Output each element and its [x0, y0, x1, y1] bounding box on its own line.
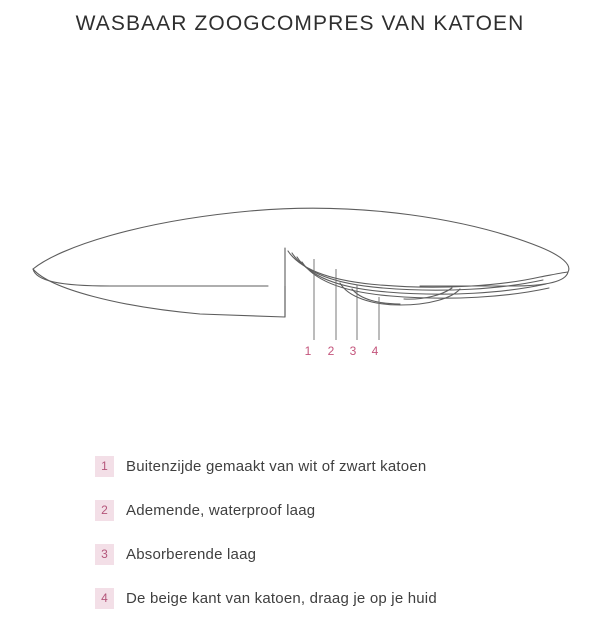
- callout-number-group: [0, 344, 600, 364]
- pad-left-flap: [33, 269, 285, 317]
- pad-left-rim: [33, 269, 268, 286]
- legend-item: [95, 576, 565, 620]
- legend-item: [95, 444, 565, 488]
- legend-label-4: De beige kant van katoen, draag je op je huid: [126, 589, 437, 607]
- legend-badge-2: 2: [95, 500, 114, 521]
- legend-label-2: Ademende, waterproof laag: [126, 501, 316, 519]
- layer-line-2: [292, 253, 543, 290]
- legend-badge-3: 3: [95, 544, 114, 565]
- callout-number-4: 4: [371, 344, 379, 358]
- callout-number-3: 3: [349, 344, 357, 358]
- legend-label-1: Buitenzijde gemaakt van wit of zwart katoen: [126, 457, 427, 475]
- callout-number-1: 1: [304, 344, 312, 358]
- legend-item: [95, 488, 565, 532]
- legend: [95, 444, 565, 620]
- right-contour: [540, 272, 568, 277]
- layer-line-3: [297, 257, 546, 294]
- legend-label-3: Absorberende laag: [126, 545, 257, 563]
- legend-badge-1: 1: [95, 456, 114, 477]
- layer-line-4: [302, 262, 549, 298]
- callout-number-2: 2: [327, 344, 335, 358]
- page-title: WASBAAR ZOOGCOMPRES VAN KATOEN: [75, 12, 525, 35]
- legend-badge-4: 4: [95, 588, 114, 609]
- legend-item: [95, 532, 565, 576]
